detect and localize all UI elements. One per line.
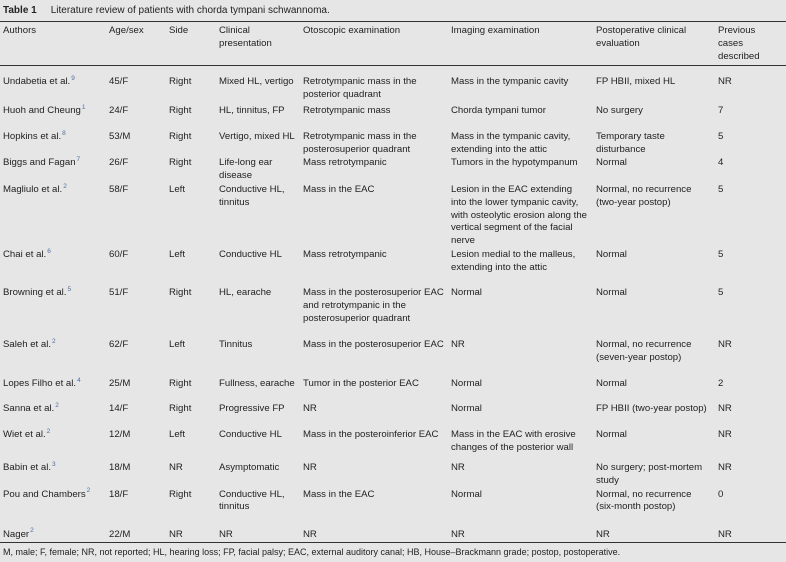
clinical-cell: NR [219,528,233,540]
previous-cell: 4 [718,157,724,169]
author-name: Biggs and Fagan [3,157,76,169]
age-sex-cell: 25/M [109,378,131,390]
imaging-cell: NR [451,462,465,474]
reference-link[interactable]: 2 [30,527,34,535]
postop-cell: Normal [596,378,627,390]
column-header: Clinical presentation [219,25,272,49]
reference-link[interactable]: 9 [71,75,75,83]
otoscopic-cell: Mass retrotympanic [303,157,387,169]
reference-link[interactable]: 4 [77,376,81,384]
otoscopic-cell: Retrotympanic mass in the posterosuperior quadrant [303,130,417,155]
author-name: Chai et al. [3,249,47,261]
reference-link[interactable]: 8 [62,129,66,137]
clinical-cell: Conductive HL, tinnitus [219,184,285,208]
age-sex-cell: 26/F [109,157,129,169]
author-cell [0,428,106,461]
otoscopic-cell: NR [303,403,317,415]
author-cell [0,156,106,183]
column-header: Otoscopic examination [303,25,401,36]
author-cell [0,528,106,543]
author-cell [0,66,106,104]
author-name: Babin et al. [3,462,52,474]
clinical-cell: Conductive HL, tinnitus [219,488,285,513]
author-cell [0,377,106,402]
author-name: Saleh et al. [3,339,52,351]
author-cell [0,104,106,130]
reference-link[interactable]: 6 [47,247,51,255]
imaging-cell: NR [451,339,465,351]
header-row [0,22,786,66]
table-row [0,248,786,286]
age-sex-cell: 62/F [109,339,129,351]
otoscopic-cell: Mass in the posteroinferior EAC [303,429,439,441]
author-name: Huoh and Cheung [3,104,81,116]
previous-cell: 0 [718,488,724,500]
author-cell [0,338,106,377]
clinical-cell: HL, tinnitus, FP [219,104,285,116]
author-cell [0,488,106,528]
author-name: Pou and Chambers [3,488,86,500]
table-row [0,338,786,377]
otoscopic-cell: Retrotympanic mass in the posterior quadrant [303,76,417,101]
clinical-cell: Fullness, earache [219,378,295,390]
column-header: Postoperative clinical evaluation [596,25,687,49]
imaging-cell: Normal [451,403,482,415]
age-sex-cell: 18/M [109,462,131,474]
previous-cell: 5 [718,130,724,142]
table-label: Table 1 [3,5,37,16]
author-name: Magliulo et al. [3,184,63,196]
clinical-cell: Asymptomatic [219,462,280,474]
age-sex-cell: 14/F [109,403,129,415]
age-sex-cell: 45/F [109,76,129,88]
reference-link[interactable]: 2 [86,487,91,495]
author-cell [0,286,106,338]
table-row [0,377,786,402]
table-caption: Literature review of patients with chorda tympani schwannoma. [50,5,330,16]
table-row [0,66,786,104]
age-sex-cell: 12/M [109,429,131,441]
author-cell [0,130,106,157]
previous-cell: NR [718,429,732,441]
table-row [0,428,786,461]
previous-cell: 5 [718,249,724,261]
reference-link[interactable]: 3 [52,460,56,468]
imaging-cell: Chorda tympani tumor [451,104,546,116]
postop-cell: Normal [596,157,627,169]
table-row [0,488,786,528]
author-name: Hopkins et al. [3,130,62,142]
table-row [0,528,786,543]
imaging-cell: Normal [451,287,482,299]
side-cell: Right [169,76,192,88]
clinical-cell: Vertigo, mixed HL [219,130,295,142]
imaging-cell: Normal [451,378,482,390]
author-cell [0,461,106,488]
side-cell: Right [169,157,192,169]
previous-cell: 7 [718,104,724,116]
postop-cell: Normal, no recurrence (seven-year postop) [596,339,692,363]
author-name: Sanna et al. [3,403,55,415]
author-cell [0,402,106,428]
author-name: Wiet et al. [3,429,46,441]
table-row [0,130,786,157]
imaging-cell: Mass in the tympanic cavity, extending into the attic [451,130,571,155]
imaging-cell: Mass in the EAC with erosive changes of the posterior wall [451,429,576,453]
table-row [0,183,786,248]
side-cell: Right [169,130,192,142]
otoscopic-cell: Mass in the EAC [303,184,375,196]
reference-link[interactable]: 2 [63,182,67,190]
table-row [0,402,786,428]
otoscopic-cell: NR [303,462,317,474]
author-cell [0,183,106,248]
postop-cell: No surgery [596,104,643,116]
postop-cell: No surgery; post-mortem study [596,462,703,486]
age-sex-cell: 18/F [109,488,129,500]
reference-link[interactable]: 7 [76,156,81,164]
author-cell [0,248,106,286]
side-cell: NR [169,462,183,474]
clinical-cell: Conductive HL [219,429,282,441]
side-cell: Left [169,184,186,196]
table-footnote: M, male; F, female; NR, not reported; HL, hearing loss; FP, facial palsy; EAC, external auditory canal; HB, House–Brackmann grade; postop, postoperative. [3,547,621,558]
side-cell: Right [169,403,192,415]
postop-cell: Normal, no recurrence (six-month postop) [596,488,692,513]
age-sex-cell: 51/F [109,287,129,299]
side-cell: Right [169,378,192,390]
side-cell: Left [169,249,186,261]
otoscopic-cell: Mass retrotympanic [303,249,387,261]
table-title [0,0,786,22]
reference-link[interactable]: 5 [67,285,72,293]
author-name: Lopes Filho et al. [3,378,77,390]
imaging-cell: Normal [451,488,482,500]
reference-link[interactable]: 2 [55,401,59,409]
otoscopic-cell: Mass in the posterosuperior EAC and retrotympanic in the posterosuperior quadrant [303,287,444,324]
side-cell: NR [169,528,183,540]
reference-link[interactable]: 2 [46,427,51,435]
side-cell: Right [169,488,192,500]
age-sex-cell: 58/F [109,184,129,196]
otoscopic-cell: Mass in the posterosuperior EAC [303,339,444,351]
clinical-cell: HL, earache [219,287,272,299]
postop-cell: FP HBII (two-year postop) [596,403,707,415]
otoscopic-cell: Tumor in the posterior EAC [303,378,419,390]
column-header: Authors [3,25,37,36]
previous-cell: NR [718,528,732,540]
previous-cell: 5 [718,287,724,299]
imaging-cell: Mass in the tympanic cavity [451,76,569,88]
author-name: Browning et al. [3,287,67,299]
column-header: Age/sex [109,25,144,36]
imaging-cell: NR [451,528,465,540]
column-header: Side [169,25,189,36]
column-header: Imaging examination [451,25,540,36]
side-cell: Left [169,429,186,441]
age-sex-cell: 60/F [109,249,129,261]
postop-cell: Normal [596,429,627,441]
clinical-cell: Life-long ear disease [219,157,273,182]
postop-cell: Normal, no recurrence (two-year postop) [596,184,692,208]
otoscopic-cell: NR [303,528,317,540]
reference-link[interactable]: 1 [81,103,86,111]
otoscopic-cell: Mass in the EAC [303,488,375,500]
postop-cell: NR [596,528,610,540]
table-row [0,156,786,183]
postop-cell: Normal [596,287,627,299]
imaging-cell: Lesion in the EAC extending into the lower tympanic cavity, with osteolytic erosion along the vertical segment of the facial nerve [451,184,587,247]
age-sex-cell: 22/M [109,528,131,540]
imaging-cell: Lesion medial to the malleus, extending into the attic [451,249,576,273]
table-row [0,104,786,130]
side-cell: Right [169,104,192,116]
previous-cell: NR [718,403,732,415]
side-cell: Left [169,339,186,351]
clinical-cell: Tinnitus [219,339,253,351]
literature-table [0,22,786,543]
previous-cell: NR [718,76,732,88]
author-name: Undabetia et al. [3,76,71,88]
author-name: Nager [3,528,30,540]
postop-cell: Normal [596,249,627,261]
column-header: Previous cases described [718,25,760,62]
clinical-cell: Progressive FP [219,403,285,415]
previous-cell: NR [718,462,732,474]
postop-cell: Temporary taste disturbance [596,130,665,155]
clinical-cell: Mixed HL, vertigo [219,76,294,88]
clinical-cell: Conductive HL [219,249,282,261]
table-row [0,286,786,338]
previous-cell: 5 [718,184,724,196]
previous-cell: 2 [718,378,724,390]
side-cell: Right [169,287,192,299]
age-sex-cell: 53/M [109,130,131,142]
reference-link[interactable]: 2 [52,337,56,345]
postop-cell: FP HBII, mixed HL [596,76,676,88]
age-sex-cell: 24/F [109,104,129,116]
otoscopic-cell: Retrotympanic mass [303,104,391,116]
imaging-cell: Tumors in the hypotympanum [451,157,578,169]
previous-cell: NR [718,339,732,351]
table-row [0,461,786,488]
